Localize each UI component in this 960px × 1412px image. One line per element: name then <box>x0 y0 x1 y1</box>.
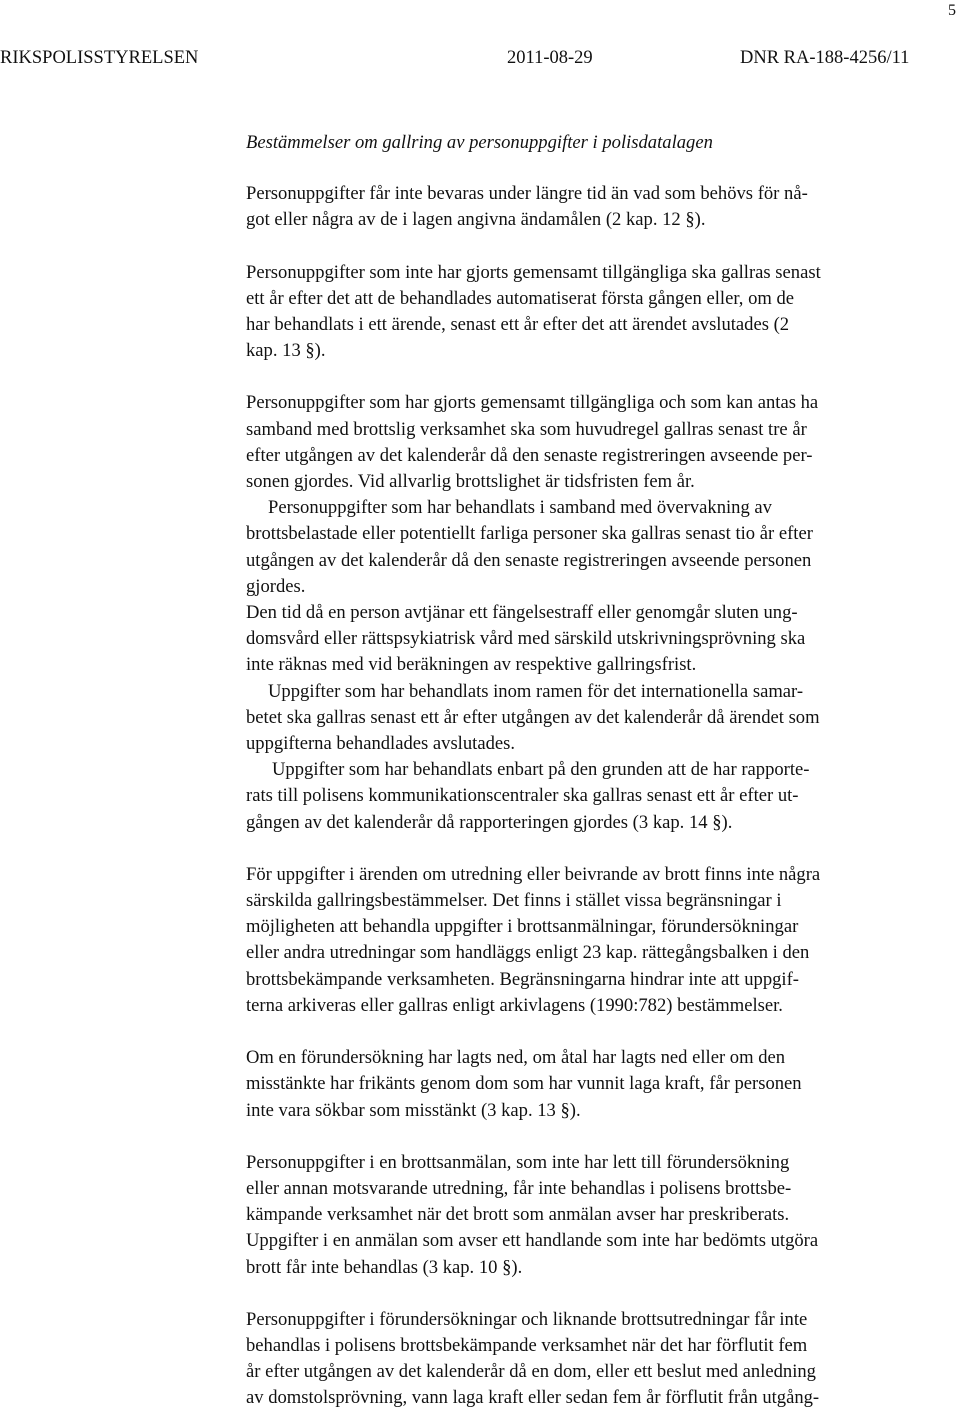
text-line: av domstolsprövning, vann laga kraft eller sedan fem år förflutit från utgång- <box>246 1387 820 1409</box>
section-title: Bestämmelser om gallring av personuppgifter i polisdatalagen <box>246 132 713 153</box>
text-line: Om en förundersökning har lagts ned, om åtal har lagts ned eller om den <box>246 1047 786 1069</box>
text-line: samband med brottslig verksamhet ska som huvudregel gallras senast tre år <box>246 418 807 440</box>
text-line: behandlas i polisens brottsbekämpande verksamhet när det har förflutit fem <box>246 1334 808 1356</box>
text-line: möjligheten att behandla uppgifter i brottsanmälningar, förundersökningar <box>246 916 799 938</box>
document-body <box>246 130 946 1412</box>
paragraph-crime-investigations <box>246 1307 946 1412</box>
paragraph-preliminary-investigation <box>246 1045 946 1124</box>
text-line: Personuppgifter i förundersökningar och liknande brottsutredningar får inte <box>246 1308 808 1330</box>
text-line: eller annan motsvarande utredning, får inte behandlas i polisens brottsbe- <box>246 1177 792 1199</box>
paragraph-retention <box>246 181 946 233</box>
text-line: inte vara sökbar som misstänkt (3 kap. 13 §). <box>246 1099 581 1121</box>
text-line: brott får inte behandlas (3 kap. 10 §). <box>246 1256 523 1278</box>
text-line: rats till polisens kommunikationscentraler ska gallras senast ett år efter ut- <box>246 785 799 807</box>
text-line: Uppgifter i en anmälan som avser ett handlande som inte har bedömts utgöra <box>246 1230 819 1252</box>
paragraph-communication-centers <box>246 757 946 836</box>
text-line: betet ska gallras senast ett år efter utgången av det kalenderår då ärendet som <box>246 706 820 728</box>
paragraph-international <box>246 679 946 758</box>
text-line: gjordes. <box>246 575 306 597</box>
text-line: ett år efter det att de behandlades automatiserat första gången eller, om de <box>246 287 795 309</box>
text-line: Uppgifter som har behandlats inom ramen för det internationella samar- <box>268 680 804 702</box>
text-line: kämpande verksamhet när det brott som anmälan avser har preskriberats. <box>246 1204 790 1226</box>
header-organization: RIKSPOLISSTYRELSEN <box>0 48 199 68</box>
text-line: efter utgången av det kalenderår då den senaste registreringen avseende per- <box>246 444 813 466</box>
text-line: gången av det kalenderår då rapporteringen gjordes (3 kap. 14 §). <box>246 811 733 833</box>
text-line: har behandlats i ett ärende, senast ett år efter det att ärendet avslutades (2 <box>246 314 790 336</box>
text-line: eller andra utredningar som handläggs enligt 23 kap. rättegångsbalken i den <box>246 942 810 964</box>
text-line: år efter utgången av det kalenderår då en dom, eller ett beslut med anledning <box>246 1361 816 1383</box>
text-line: För uppgifter i ärenden om utredning eller beivrande av brott finns inte några <box>246 863 821 885</box>
text-line: särskilda gallringsbestämmelser. Det finns i stället vissa begränsningar i <box>246 890 782 912</box>
text-line: sonen gjordes. Vid allvarlig brottslighet är tidsfristen fem år. <box>246 471 695 493</box>
text-line: kap. 13 §). <box>246 340 326 362</box>
page-number: 5 <box>948 2 956 19</box>
text-line: uppgifterna behandlades avslutades. <box>246 733 516 755</box>
text-line: Personuppgifter som har behandlats i samband med övervakning av <box>268 497 772 519</box>
text-line: terna arkiveras eller gallras enligt arkivlagens (1990:782) bestämmelser. <box>246 994 783 1016</box>
paragraph-not-shared <box>246 260 946 365</box>
text-line: brottsbekämpande verksamheten. Begränsningarna hindrar inte att uppgif- <box>246 968 799 990</box>
paragraph-crime-report <box>246 1150 946 1281</box>
text-line: Personuppgifter som har gjorts gemensamt tillgängliga och som kan antas ha <box>246 392 819 414</box>
text-line: brottsbelastade eller potentiellt farliga personer ska gallras senast tio år efter <box>246 523 813 545</box>
header-dnr: DNR RA-188-4256/11 <box>740 48 910 68</box>
text-line: inte räknas med vid beräkningen av respektive gallringsfrist. <box>246 654 697 676</box>
text-line: Uppgifter som har behandlats enbart på den grunden att de har rapporte- <box>272 759 810 781</box>
paragraph-investigations <box>246 862 946 1019</box>
text-line: Den tid då en person avtjänar ett fängelsestraff eller genomgår sluten ung- <box>246 602 798 624</box>
paragraph-shared <box>246 390 946 495</box>
paragraph-surveillance <box>246 495 946 600</box>
text-line: misstänkte har frikänts genom dom som har vunnit laga kraft, får personen <box>246 1073 802 1095</box>
text-line: Personuppgifter i en brottsanmälan, som inte har lett till förundersökning <box>246 1151 790 1173</box>
text-line: domsvård eller rättspsykiatrisk vård med särskild utskrivningsprövning ska <box>246 628 806 650</box>
text-line: Personuppgifter som inte har gjorts gemensamt tillgängliga ska gallras senast <box>246 261 821 283</box>
text-line: got eller några av de i lagen angivna ändamålen (2 kap. 12 §). <box>246 209 706 231</box>
paragraph-prison-time <box>246 600 946 679</box>
text-line: Personuppgifter får inte bevaras under längre tid än vad som behövs för nå- <box>246 183 808 205</box>
text-line: utgången av det kalenderår då den senaste registreringen avseende personen <box>246 549 812 571</box>
header-date: 2011-08-29 <box>507 48 593 68</box>
